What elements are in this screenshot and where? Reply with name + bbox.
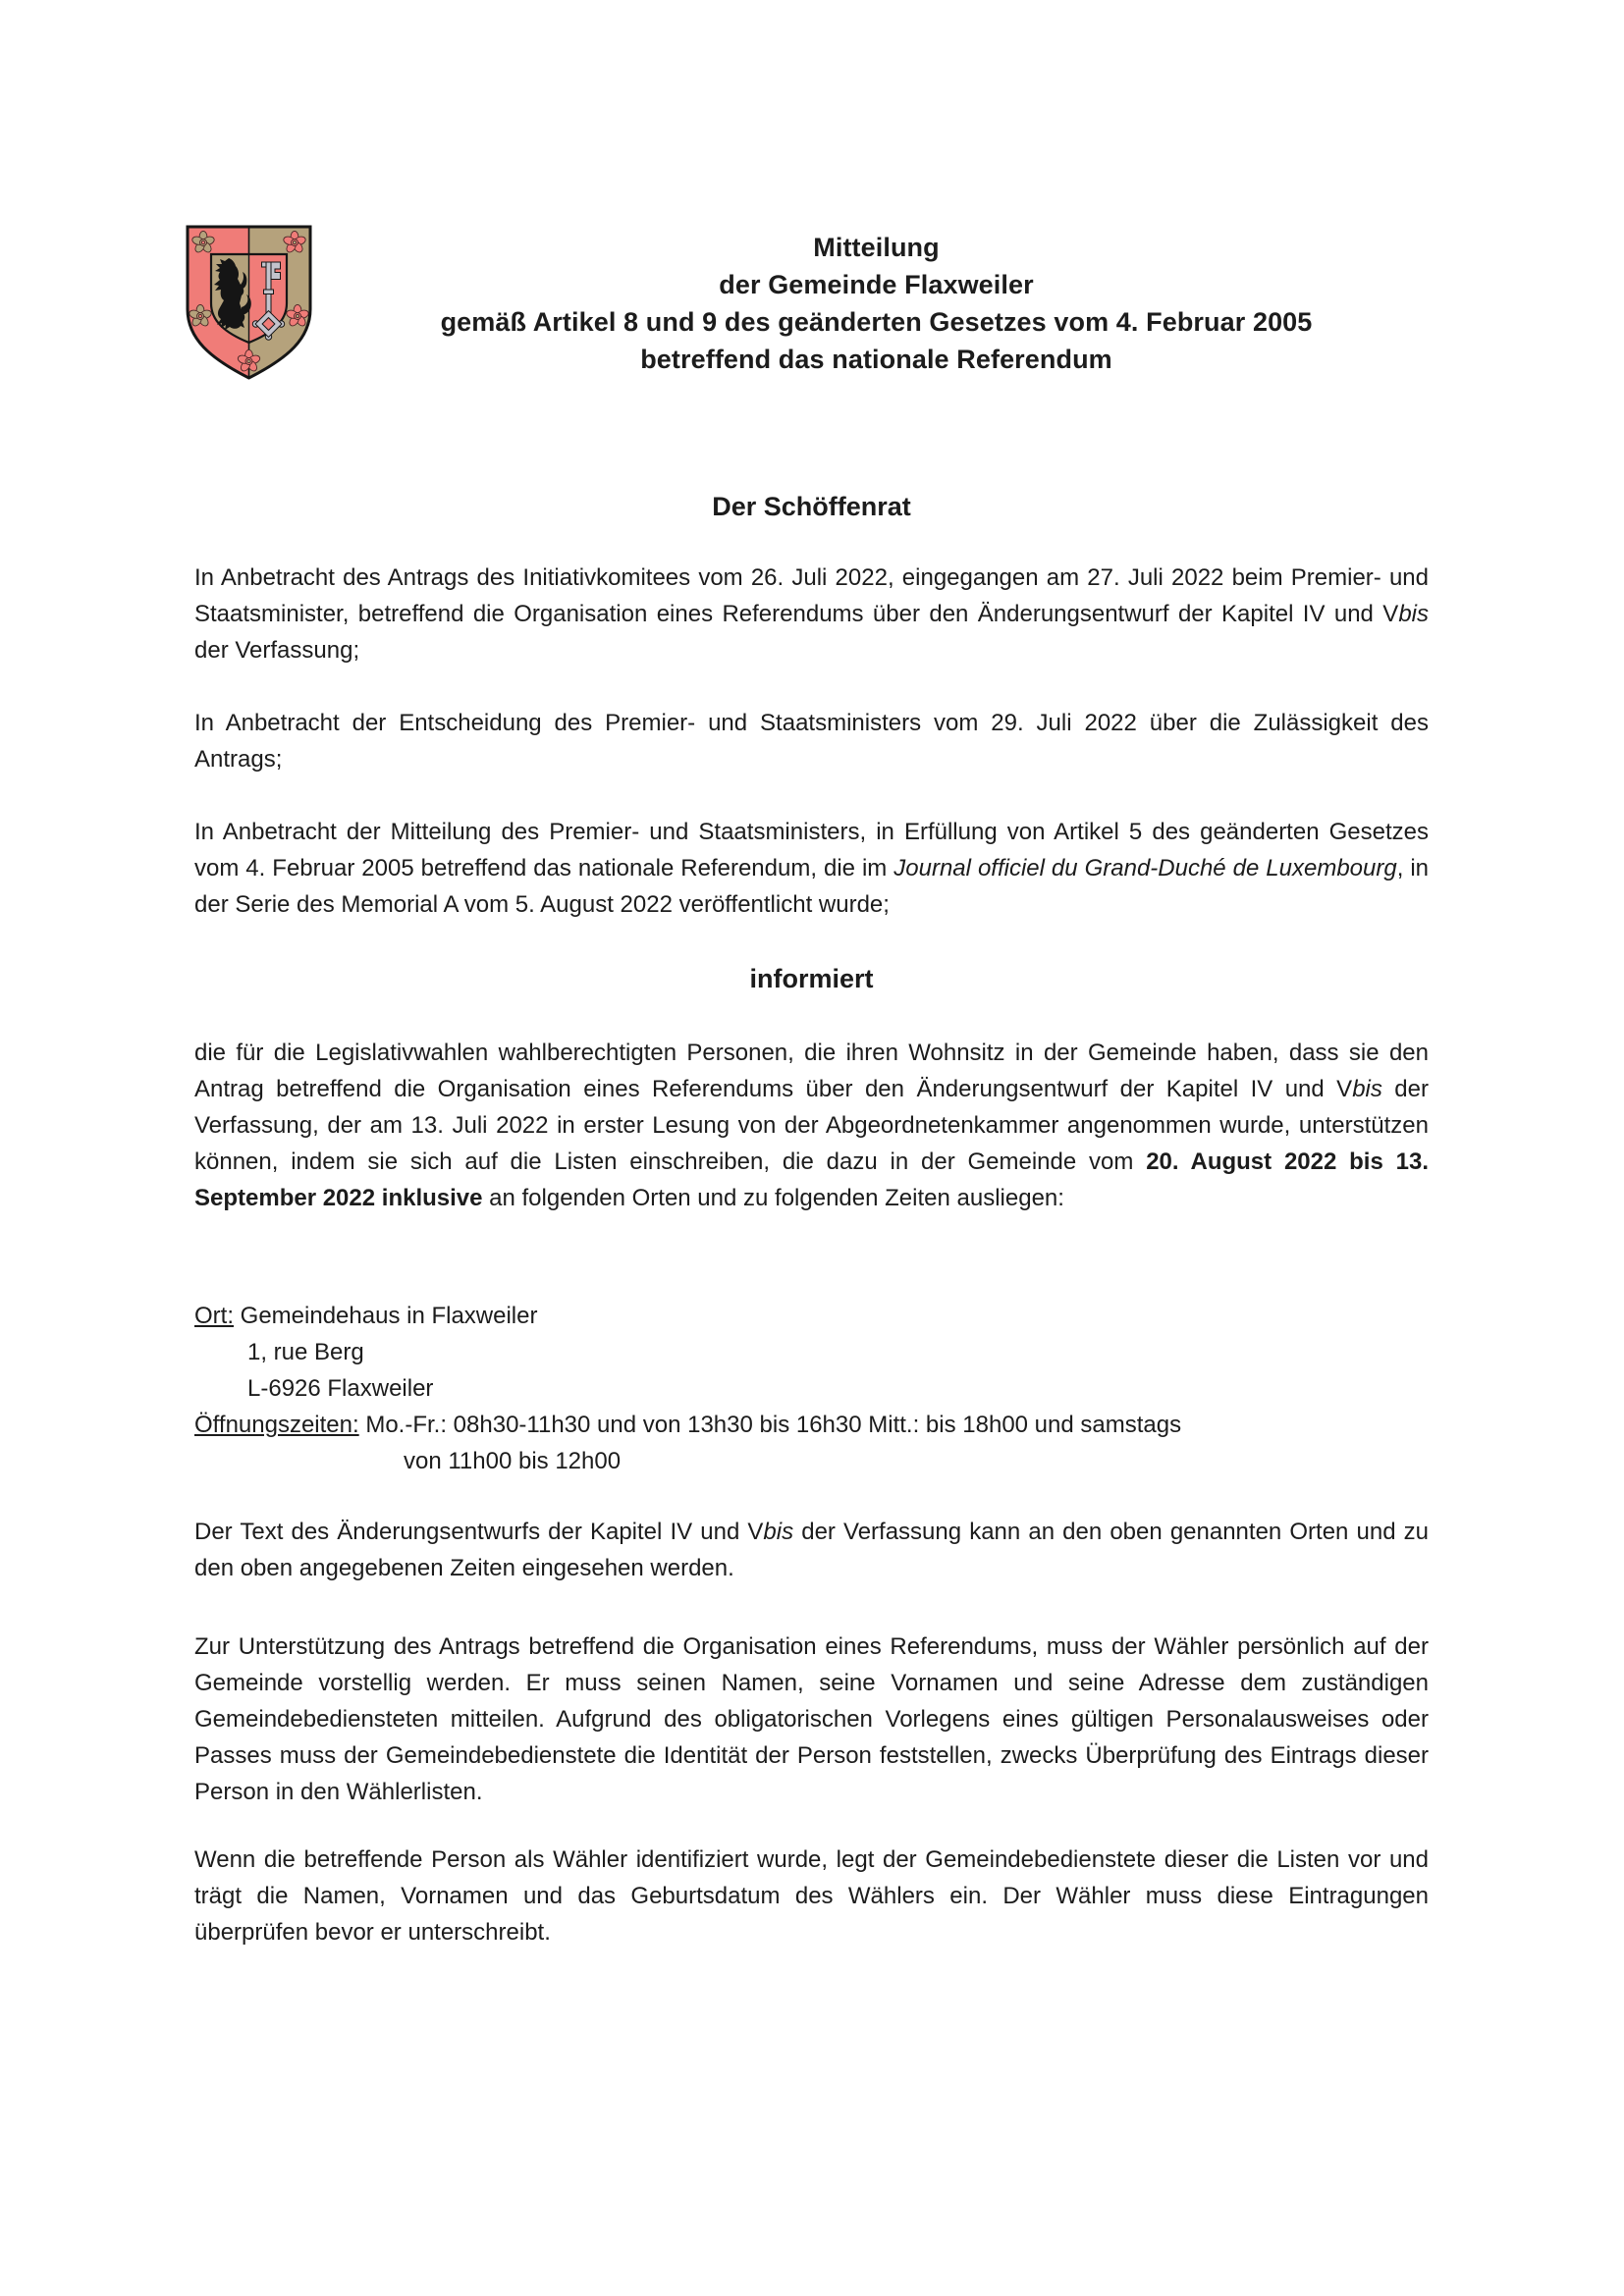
opening-hours-line: Öffnungszeiten: Mo.-Fr.: 08h30-11h30 und von 13h30 bis 16h30 Mitt.: bis 18h00 und samstags <box>194 1412 1182 1438</box>
document-body <box>194 0 1429 1950</box>
title-line-2: der Gemeinde Flaxweiler <box>719 270 1034 299</box>
address-street-line: 1, rue Berg <box>247 1339 364 1365</box>
paragraph-antrag-initiativkomitee: In Anbetracht des Antrags des Initiativkomitees vom 26. Juli 2022, eingegangen am 27. Juli 2022 beim Premier- und Staatsminister, betreffend die Organisation eines Referendums über den Änderungsentwurf der Kapitel IV und Vbis der Verfassung; <box>194 564 1429 664</box>
title-line-4: betreffend das nationale Referendum <box>640 345 1112 374</box>
paragraph-wahlberechtigte-listen: die für die Legislativwahlen wahlberechtigten Personen, die ihren Wohnsitz in der Gemeinde haben, dass sie den Antrag betreffend die Organisation eines Referendums über den Änderungsentwurf der Kapitel IV und Vbis der Verfassung, der am 13. Juli 2022 in erster Lesung von der Abgeordnetenkammer angenommen wurde, unterstützen können, indem sie sich auf die Listen einschreiben, die dazu in der Gemeinde vom 20. August 2022 bis 13. September 2022 inklusive an folgenden Orten und zu folgenden Zeiten ausliegen: <box>194 1040 1430 1211</box>
location-and-hours-block <box>194 1298 1429 1479</box>
address-city-line: L-6926 Flaxweiler <box>247 1375 434 1402</box>
paragraph-text-einsehbar: Der Text des Änderungsentwurfs der Kapitel IV und Vbis der Verfassung kann an den oben genannten Orten und zu den oben angegebenen Zeiten eingesehen werden. <box>194 1519 1430 1581</box>
paragraph-unterstuetzung-identitaet: Zur Unterstützung des Antrags betreffend die Organisation eines Referendums, muss der Wähler persönlich auf der Gemeinde vorstellig werden. Er muss seinen Namen, seine Vornamen und seine Adresse dem zuständigen Gemeindebediensteten mitteilen. Aufgrund des obligatorischen Vorlegens eines gültigen Personalausweises oder Passes muss der Gemeindebedienstete die Identität der Person feststellen, zwecks Überprüfung des Eintrags dieser Person in den Wählerlisten. <box>194 1633 1429 1805</box>
paragraph-mitteilung-journal-officiel: In Anbetracht der Mitteilung des Premier- und Staatsministers, in Erfüllung von Artikel 5 des geänderten Gesetzes vom 4. Februar 2005 betreffend das nationale Referendum, die im Journal officiel du Grand-Duché de Luxembourg, in der Serie des Memorial A vom 5. August 2022 veröffentlicht wurde; <box>194 819 1430 918</box>
title-line-1: Mitteilung <box>813 233 940 262</box>
heading-schoeffenrat: Der Schöffenrat <box>712 492 911 521</box>
paragraph-eintragung-unterschrift: Wenn die betreffende Person als Wähler identifiziert wurde, legt der Gemeindebedienstete dieser die Listen vor und trägt die Namen, Vornamen und das Geburtsdatum des Wählers ein. Der Wähler muss diese Eintragungen überprüfen bevor er unterschreibt. <box>194 1846 1429 1946</box>
paragraph-entscheidung-zulaessigkeit: In Anbetracht der Entscheidung des Premier- und Staatsministers vom 29. Juli 2022 über die Zulässigkeit des Antrags; <box>194 710 1429 773</box>
title-line-3: gemäß Artikel 8 und 9 des geänderten Gesetzes vom 4. Februar 2005 <box>440 307 1313 337</box>
heading-informiert: informiert <box>749 964 874 993</box>
opening-hours-saturday-line: von 11h00 bis 12h00 <box>404 1448 622 1474</box>
ort-line: Ort: Gemeindehaus in Flaxweiler <box>194 1303 538 1329</box>
